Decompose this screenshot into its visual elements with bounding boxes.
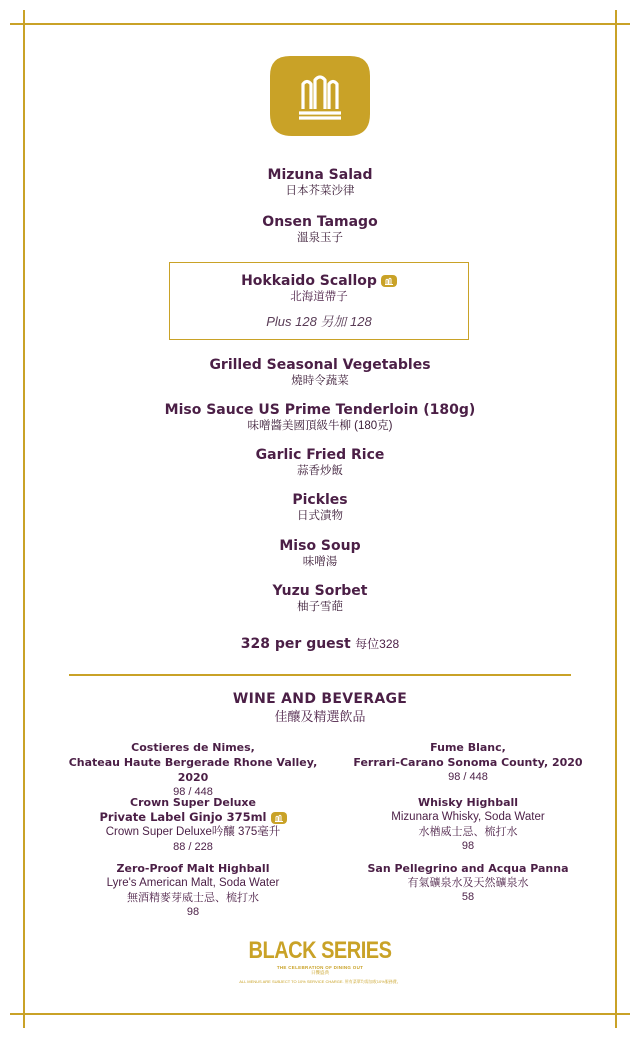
wine-title-zh: 佳釀及精選飲品 bbox=[274, 709, 366, 724]
special-dish-title bbox=[170, 273, 468, 290]
brand-tagline: THE CELEBRATION OF DINING OUT bbox=[276, 965, 364, 970]
dish-item bbox=[0, 357, 640, 389]
wine-title-en: WINE AND BEVERAGE bbox=[232, 691, 408, 707]
beverage-item bbox=[328, 861, 608, 905]
dish-name-en: Onsen Tamago bbox=[262, 214, 378, 230]
dish-name-en: Miso Soup bbox=[279, 538, 361, 554]
frame-bottom-line bbox=[10, 1013, 630, 1015]
frame-top-line bbox=[10, 23, 630, 25]
set-price-en: 328 per guest bbox=[240, 636, 351, 652]
chef-recommend-icon bbox=[271, 812, 287, 824]
black-series-logo bbox=[0, 937, 640, 985]
dish-name-zh: 蒜香炒飯 bbox=[297, 465, 343, 477]
set-price bbox=[0, 635, 640, 653]
beverage-description-zh: 有氣礦泉水及天然礦泉水 bbox=[407, 877, 529, 889]
brand-name: BLACK SERIES bbox=[248, 937, 392, 965]
dish-name-zh: 日式漬物 bbox=[297, 510, 343, 522]
dish-name-en: Garlic Fried Rice bbox=[255, 447, 385, 463]
special-dish-surcharge: Plus 128 另加 128 bbox=[266, 314, 372, 329]
beverage-name-line bbox=[53, 810, 333, 825]
dish-name-zh: 溫泉玉子 bbox=[297, 232, 343, 244]
special-dish-name-zh: 北海道帶子 bbox=[290, 291, 348, 303]
dish-item bbox=[0, 538, 640, 570]
dish-name-en: Yuzu Sorbet bbox=[272, 583, 368, 599]
dish-item bbox=[0, 167, 640, 199]
beverage-name: Costieres de Nimes, bbox=[131, 741, 255, 754]
beverage-description: Lyre's American Malt, Soda Water bbox=[106, 877, 280, 889]
beverage-name: San Pellegrino and Acqua Panna bbox=[367, 862, 569, 875]
wine-section-title bbox=[0, 690, 640, 726]
dish-name-zh: 日本芥菜沙律 bbox=[285, 185, 355, 197]
beverage-price: 98 / 448 bbox=[448, 771, 488, 783]
beverage-item bbox=[328, 740, 608, 785]
special-dish-box bbox=[169, 262, 469, 340]
section-divider bbox=[69, 674, 571, 676]
beverage-name: Whisky Highball bbox=[417, 796, 519, 809]
beverage-name: Crown Super Deluxe bbox=[130, 796, 256, 809]
beverage-description: Mizunara Whisky, Soda Water bbox=[391, 811, 545, 823]
beverage-description: Crown Super Deluxe吟釀 375毫升 bbox=[105, 826, 281, 838]
special-dish-name-en: Hokkaido Scallop bbox=[241, 273, 377, 289]
dish-name-en: Grilled Seasonal Vegetables bbox=[209, 357, 431, 373]
dish-name-en: Mizuna Salad bbox=[267, 167, 373, 183]
beverage-name: Private Label Ginjo 375ml bbox=[99, 810, 267, 824]
beverage-item bbox=[53, 861, 333, 920]
dish-item bbox=[0, 447, 640, 479]
dish-name-en: Pickles bbox=[292, 492, 348, 508]
chef-recommend-icon bbox=[381, 275, 397, 287]
beverage-price: 98 bbox=[461, 840, 475, 852]
beverage-item bbox=[328, 795, 608, 854]
beverage-description-zh: 無酒精麥芽威士忌、梳打水 bbox=[127, 892, 259, 904]
beverage-price: 98 / 448 bbox=[173, 786, 213, 798]
beverage-price: 98 bbox=[186, 906, 200, 918]
dish-item bbox=[0, 214, 640, 246]
beverage-name: Fume Blanc, bbox=[430, 741, 506, 754]
beverage-description-zh: 水楢威士忌、梳打水 bbox=[418, 826, 518, 838]
dish-item bbox=[0, 492, 640, 524]
dish-name-zh: 柚子雪葩 bbox=[297, 601, 343, 613]
dish-item bbox=[0, 583, 640, 615]
dish-item bbox=[0, 402, 640, 434]
dish-name-en: Miso Sauce US Prime Tenderloin (180g) bbox=[164, 402, 476, 418]
service-charge-note: ALL MENUS ARE SUBJECT TO 10% SERVICE CHARGE. 所有菜單均需加收10%服務費。 bbox=[239, 979, 401, 984]
beverage-name: Ferrari-Carano Sonoma County, 2020 bbox=[353, 756, 583, 769]
dish-name-zh: 味噌醬美國頂級牛柳 (180克) bbox=[247, 420, 393, 432]
beverage-item bbox=[53, 795, 333, 855]
dish-name-zh: 燒時令蔬菜 bbox=[291, 375, 349, 387]
dish-name-zh: 味噌湯 bbox=[302, 556, 338, 568]
brand-tagline-zh: 日饗盛典 bbox=[311, 970, 329, 975]
beverage-price: 88 / 228 bbox=[173, 841, 213, 853]
beverage-item bbox=[53, 740, 333, 800]
beverage-name: Chateau Haute Bergerade Rhone Valley, 2020 bbox=[68, 756, 318, 784]
set-price-zh: 每位328 bbox=[355, 637, 400, 651]
restaurant-emblem-icon bbox=[270, 56, 370, 136]
beverage-name: Zero-Proof Malt Highball bbox=[116, 862, 270, 875]
beverage-price: 58 bbox=[461, 891, 475, 903]
